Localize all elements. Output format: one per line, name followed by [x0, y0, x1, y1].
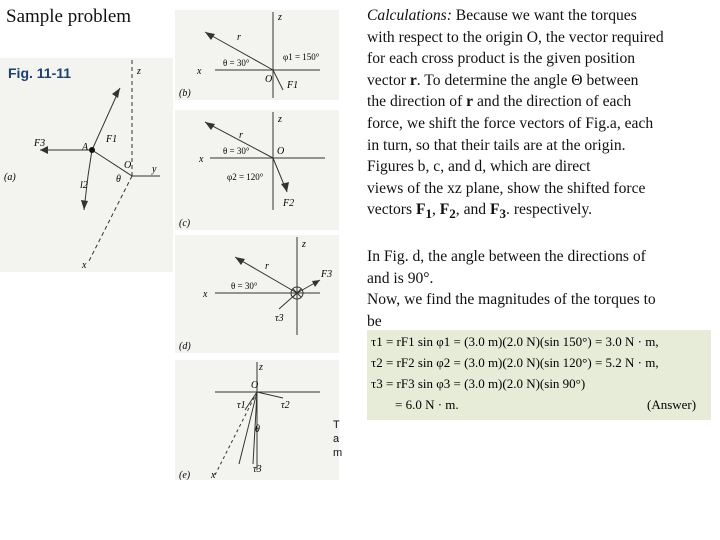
svg-text:x: x [199, 154, 204, 165]
svg-text:F1: F1 [106, 134, 118, 145]
text-line: be [367, 312, 382, 330]
svg-text:O: O [251, 380, 259, 391]
svg-text:O: O [124, 160, 132, 171]
text-line: for each cross product is the given position [367, 50, 636, 68]
svg-text:x: x [203, 289, 208, 300]
figure-b-panel [175, 10, 339, 100]
text-line: vector r. To determine the angle Θ between [367, 71, 639, 89]
text-line: Calculations: Because we want the torques [367, 7, 637, 24]
svg-text:F3: F3 [321, 269, 333, 280]
svg-text:F2: F2 [283, 198, 295, 209]
svg-text:x: x [82, 260, 87, 271]
svg-text:θ = 30°: θ = 30° [223, 58, 250, 68]
text-line: in turn, so that their tails are at the origin. [367, 136, 626, 154]
svg-text:θ: θ [255, 424, 260, 435]
svg-text:(d): (d) [179, 341, 191, 352]
text-line: the direction of r and the direction of each [367, 93, 632, 111]
answer-label: (Answer) [647, 397, 697, 412]
fig-label: Fig. 11-11 [8, 65, 72, 81]
svg-text:A: A [82, 142, 89, 153]
text-line: vectors $F_1$, $F_2$, and $F_3$. respectively. [367, 201, 593, 222]
text-line: views of the xz plane, show the shifted force [367, 179, 646, 197]
equations [367, 330, 711, 420]
figure-e-panel [175, 360, 339, 480]
figure-e-diagram [175, 360, 339, 480]
equation-2: τ2 = rF2 sin φ2 = (3.0 m)(2.0 N)(sin 120°) = 5.2 N · m, [371, 355, 659, 370]
figure-d-panel [175, 235, 339, 353]
svg-text:x: x [197, 66, 202, 77]
svg-text:z: z [137, 66, 141, 77]
svg-text:(e): (e) [179, 470, 191, 480]
svg-text:τ1: τ1 [237, 400, 246, 411]
svg-text:(b): (b) [179, 88, 191, 99]
svg-text:z: z [259, 362, 263, 373]
equation-4: = 6.0 N · m. [395, 397, 459, 412]
equation-1: τ1 = rF1 sin φ1 = (3.0 m)(2.0 N)(sin 150°) = 3.0 N · m, [371, 334, 659, 349]
svg-text:(a): (a) [4, 172, 16, 183]
svg-text:(c): (c) [179, 218, 191, 229]
text-line: and is 90°. [367, 269, 434, 287]
svg-text:z: z [278, 114, 282, 125]
equation-3: τ3 = rF3 sin φ3 = (3.0 m)(2.0 N)(sin 90°) [371, 376, 586, 391]
figure-a-diagram [0, 58, 173, 272]
svg-text:r: r [265, 261, 269, 272]
svg-text:τ3: τ3 [275, 313, 284, 324]
svg-text:l2: l2 [80, 180, 88, 191]
svg-text:x: x [211, 470, 216, 480]
svg-text:τ2: τ2 [281, 400, 290, 411]
text-line: force, we shift the force vectors of Fig.a, each [367, 114, 654, 132]
figure-b-diagram [175, 10, 339, 100]
text-line: In Fig. d, the angle between the directions of [367, 248, 646, 266]
figure-c-panel [175, 110, 339, 230]
svg-text:O: O [277, 146, 285, 157]
svg-text:z: z [302, 239, 306, 250]
text-line: with respect to the origin O, the vector required [367, 28, 664, 46]
svg-text:O: O [265, 74, 273, 85]
figure-c-diagram [175, 110, 339, 230]
svg-text:r: r [239, 130, 243, 141]
svg-text:θ = 30°: θ = 30° [231, 281, 258, 291]
slide-title: Sample problem [6, 6, 132, 27]
figure-d-diagram [175, 235, 339, 353]
explanation-text [367, 5, 717, 332]
svg-text:θ: θ [116, 174, 121, 185]
text-line: Figures b, c, and d, which are direct [367, 158, 591, 176]
svg-text:F1: F1 [287, 80, 299, 91]
text-line: Now, we find the magnitudes of the torques to [367, 291, 656, 309]
svg-text:φ1 = 150°: φ1 = 150° [283, 52, 320, 62]
svg-text:θ = 30°: θ = 30° [223, 146, 250, 156]
svg-text:z: z [278, 12, 282, 23]
figure-a-panel [0, 58, 173, 272]
svg-text:τ3: τ3 [253, 464, 262, 475]
svg-text:F3: F3 [34, 138, 46, 149]
svg-text:φ2 = 120°: φ2 = 120° [227, 172, 264, 182]
cropped-margin-text: T a m [333, 419, 343, 459]
svg-text:y: y [152, 164, 157, 175]
equation-box [367, 330, 711, 420]
svg-text:r: r [237, 32, 241, 43]
